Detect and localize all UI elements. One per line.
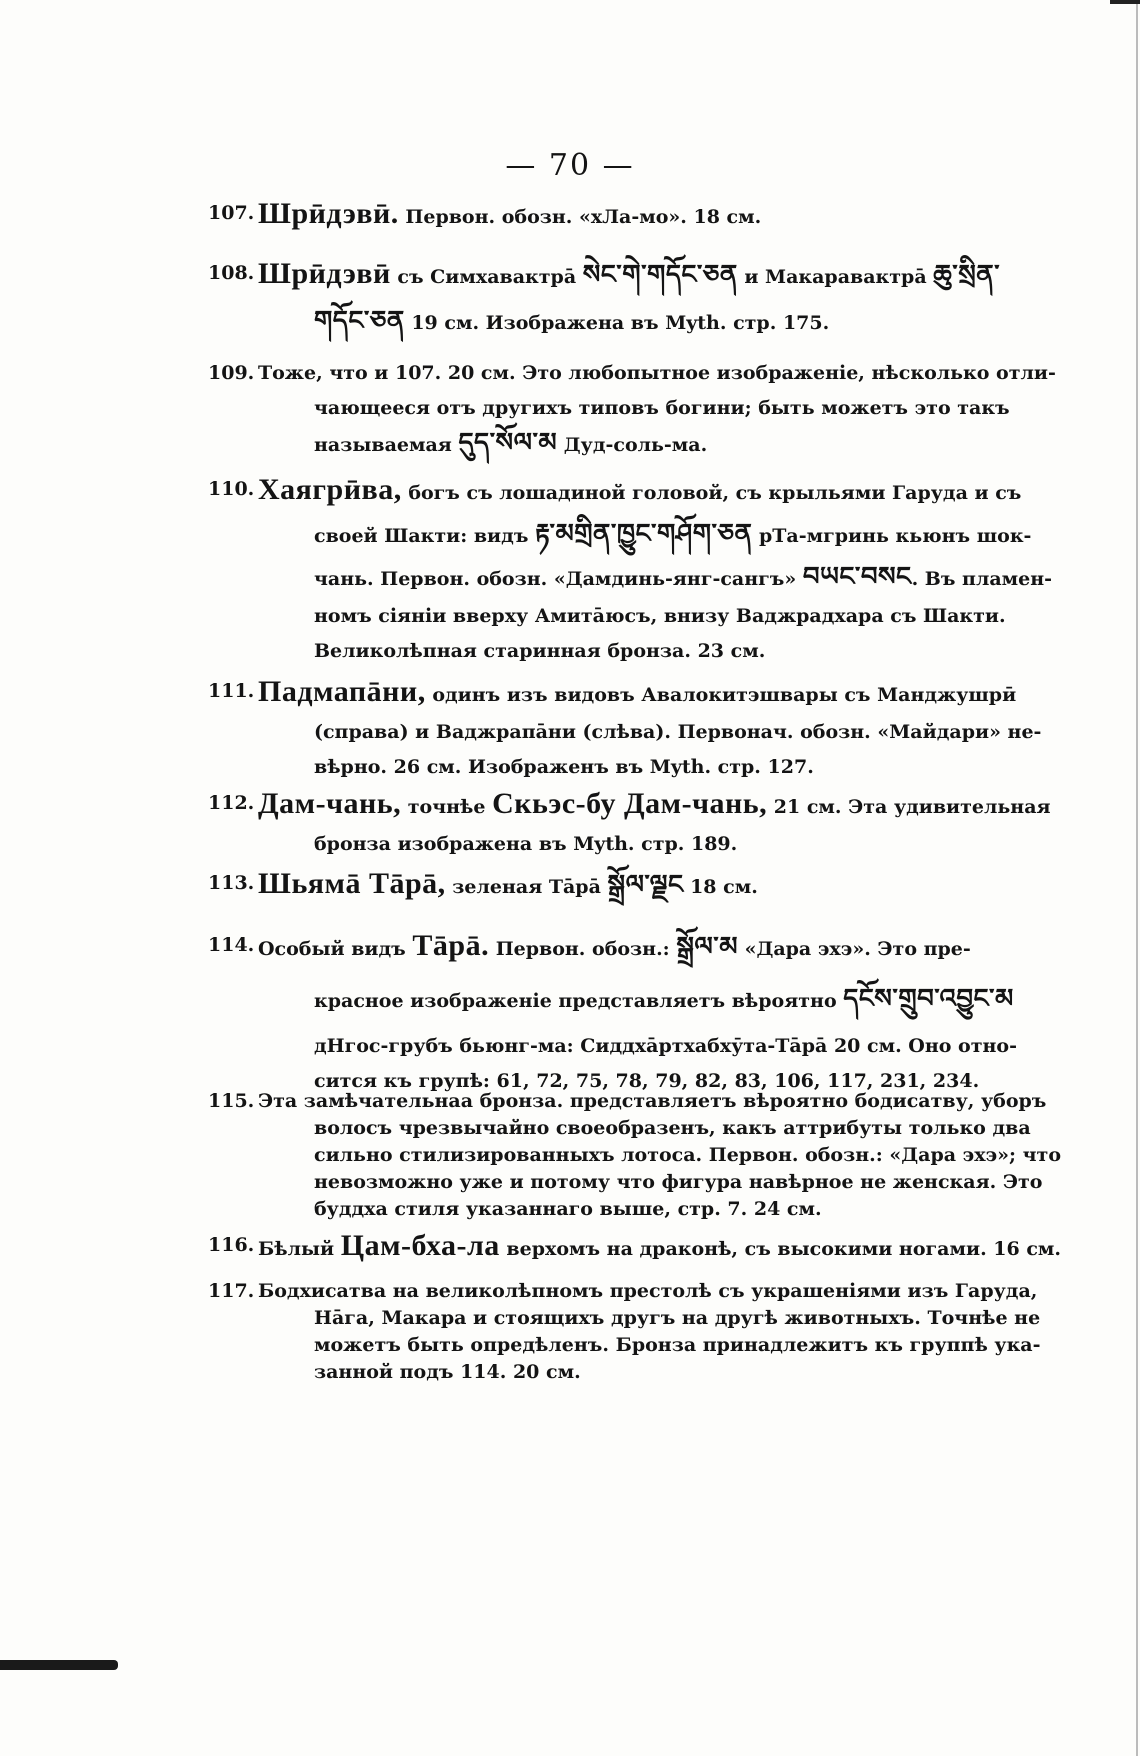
tibetan-script: དངོས་གྲུབ་འབྱུང་མ xyxy=(843,984,1014,1014)
entry-text: верхомъ на драконѣ, съ высокими ногами. 16 см. xyxy=(499,1238,1062,1260)
entry-text: буддха стиля указаннаго выше, стр. 7. 24 см. xyxy=(314,1198,822,1220)
margin-ink-bar xyxy=(0,1660,118,1670)
entry-number: 112. xyxy=(208,792,255,814)
entry-number: 110. xyxy=(208,478,255,500)
entry-112 xyxy=(208,784,1051,862)
entry-107 xyxy=(208,196,1018,235)
entry-text: Первон. обозн.: xyxy=(489,938,677,960)
entry-number: 107. xyxy=(208,202,255,224)
entry-text: Великолѣпная старинная бронза. 23 см. xyxy=(314,640,766,662)
entry-text: богъ съ лошадиной головой, съ крыльями Гаруда и съ xyxy=(401,482,1022,504)
entry-number: 115. xyxy=(208,1090,255,1112)
entry-text: «Дара эхэ». Это пре- xyxy=(737,938,971,960)
entry-text: (справа) и Ваджрапāни (слѣва). Первонач. обозн. «Майдари» не- xyxy=(314,721,1042,743)
entry-text: Первон. обозн. «хЛа-мо». 18 см. xyxy=(398,206,762,228)
entry-text: дНгос-грубъ бьюнг-ма: Сиддхāртхабхӯта-Тāрā 20 см. Оно отно- xyxy=(314,1035,1017,1057)
entry-text: зеленая Тāрā xyxy=(445,876,608,898)
entry-text: 19 см. Изображена въ Myth. стр. 175. xyxy=(404,312,830,334)
deity-name: Шьямā Тāрā, xyxy=(258,867,446,900)
deity-name: Падмапāни, xyxy=(258,675,426,708)
page-number: — 70 — xyxy=(505,148,635,183)
entry-text: Нāга, Макара и стоящихъ другъ на другѣ животныхъ. Точнѣе не xyxy=(314,1307,1041,1329)
entry-text: . Въ пламен- xyxy=(911,568,1053,590)
entry-number: 109. xyxy=(208,362,255,384)
entry-115 xyxy=(208,1088,1061,1223)
entry-111 xyxy=(208,672,1042,785)
entry-text: съ Симхавактрā xyxy=(390,266,583,288)
entry-116 xyxy=(208,1226,1062,1269)
page-edge-tick xyxy=(1110,0,1140,4)
entry-text: и Макаравактрā xyxy=(737,266,934,288)
entry-113 xyxy=(208,862,1018,909)
entry-110 xyxy=(208,470,1053,669)
entry-number: 117. xyxy=(208,1280,255,1302)
entry-text: 18 см. xyxy=(683,876,758,898)
entry-text: точнѣе xyxy=(401,796,493,818)
entry-text: чань. Первон. обозн. «Дамдинь-янг-сангъ» xyxy=(314,568,803,590)
entry-text: своей Шакти: видъ xyxy=(314,525,536,547)
entry-number: 116. xyxy=(208,1234,255,1256)
deity-name: Шрӣдэвӣ. xyxy=(258,197,399,230)
entry-text: рТа-мгринь кьюнъ шок- xyxy=(752,525,1032,547)
entry-text: волосъ чрезвычайно своеобразенъ, какъ аттрибуты только два xyxy=(314,1117,1031,1139)
entry-text: сится къ групѣ: 61, 72, 75, 78, 79, 82, 83, 106, 117, 231, 234. xyxy=(314,1070,980,1092)
entry-text: 21 см. Эта удивительная xyxy=(767,796,1051,818)
entry-text: красное изображеніе представляетъ вѣроятно xyxy=(314,990,844,1012)
entry-number: 114. xyxy=(208,934,255,956)
tibetan-script: དུད་སོལ་མ xyxy=(458,428,558,458)
entry-text: невозможно уже и потому что фигура навѣрное не женская. Это xyxy=(314,1171,1043,1193)
entry-text: называемая xyxy=(314,434,459,456)
entry-text: Тоже, что и 107. 20 см. Это любопытное изображеніе, нѣсколько отли- xyxy=(258,362,1056,384)
tibetan-script: བཡང་བསང xyxy=(802,562,912,592)
tibetan-script: སེང་གེ་གདོང་ཅན xyxy=(582,260,738,290)
deity-name: Скьэс-бу Дам-чань, xyxy=(492,787,768,820)
entry-number: 111. xyxy=(208,680,255,702)
entry-text: чающееся отъ другихъ типовъ богини; быть можетъ это такъ xyxy=(314,397,1010,419)
page-edge-line xyxy=(1136,0,1138,1756)
entry-text: Бѣлый xyxy=(258,1238,341,1260)
entry-117 xyxy=(208,1278,1041,1386)
tibetan-script: ཆུ་སྲིན་ xyxy=(933,260,1001,290)
entry-text: можетъ быть опредѣленъ. Бронза принадлежитъ къ группѣ ука- xyxy=(314,1334,1041,1356)
deity-name: Дам-чань, xyxy=(258,787,402,820)
entry-114 xyxy=(208,924,1018,1099)
entry-text: Дуд-соль-ма. xyxy=(557,434,708,456)
entry-number: 113. xyxy=(208,872,255,894)
entry-text: сильно стилизированныхъ лотоса. Первон. обозн.: «Дара эхэ»; что xyxy=(314,1144,1061,1166)
tibetan-script: སྒྲོལ་མ xyxy=(676,932,738,962)
entry-text: Бодхисатва на великолѣпномъ престолѣ съ украшеніями изъ Гаруда, xyxy=(258,1280,1038,1302)
entry-text: занной подъ 114. 20 см. xyxy=(314,1361,581,1383)
tibetan-script: རྟ་མགྲིན་ཁྱུང་གཤོག་ཅན xyxy=(535,519,753,549)
deity-name: Хаягрӣва, xyxy=(258,473,402,506)
entry-109 xyxy=(208,356,1056,463)
entry-text: Особый видъ xyxy=(258,938,413,960)
entry-text: бронза изображена въ Myth. стр. 189. xyxy=(314,833,738,855)
entry-number: 108. xyxy=(208,262,255,284)
tibetan-script: གདོང་ཅན xyxy=(314,306,405,336)
entry-text: Эта замѣчательнаа бронза. представляетъ вѣроятно бодисатву, уборъ xyxy=(258,1090,1047,1112)
entry-text: одинъ изъ видовъ Авалокитэшвары съ Манджушрӣ xyxy=(425,684,1017,706)
entry-108 xyxy=(208,252,1018,345)
entry-text: номъ сіяніи вверху Амитāюсъ, внизу Ваджрадхара съ Шакти. xyxy=(314,605,1006,627)
entry-text: вѣрно. 26 см. Изображенъ въ Myth. стр. 127. xyxy=(314,756,814,778)
deity-name: Тāрā. xyxy=(412,929,490,962)
deity-name: Цам-бха-ла xyxy=(340,1229,500,1262)
deity-name: Шрӣдэвӣ xyxy=(258,257,391,290)
tibetan-script: སྒྲོལ་ལྗང xyxy=(607,870,684,900)
